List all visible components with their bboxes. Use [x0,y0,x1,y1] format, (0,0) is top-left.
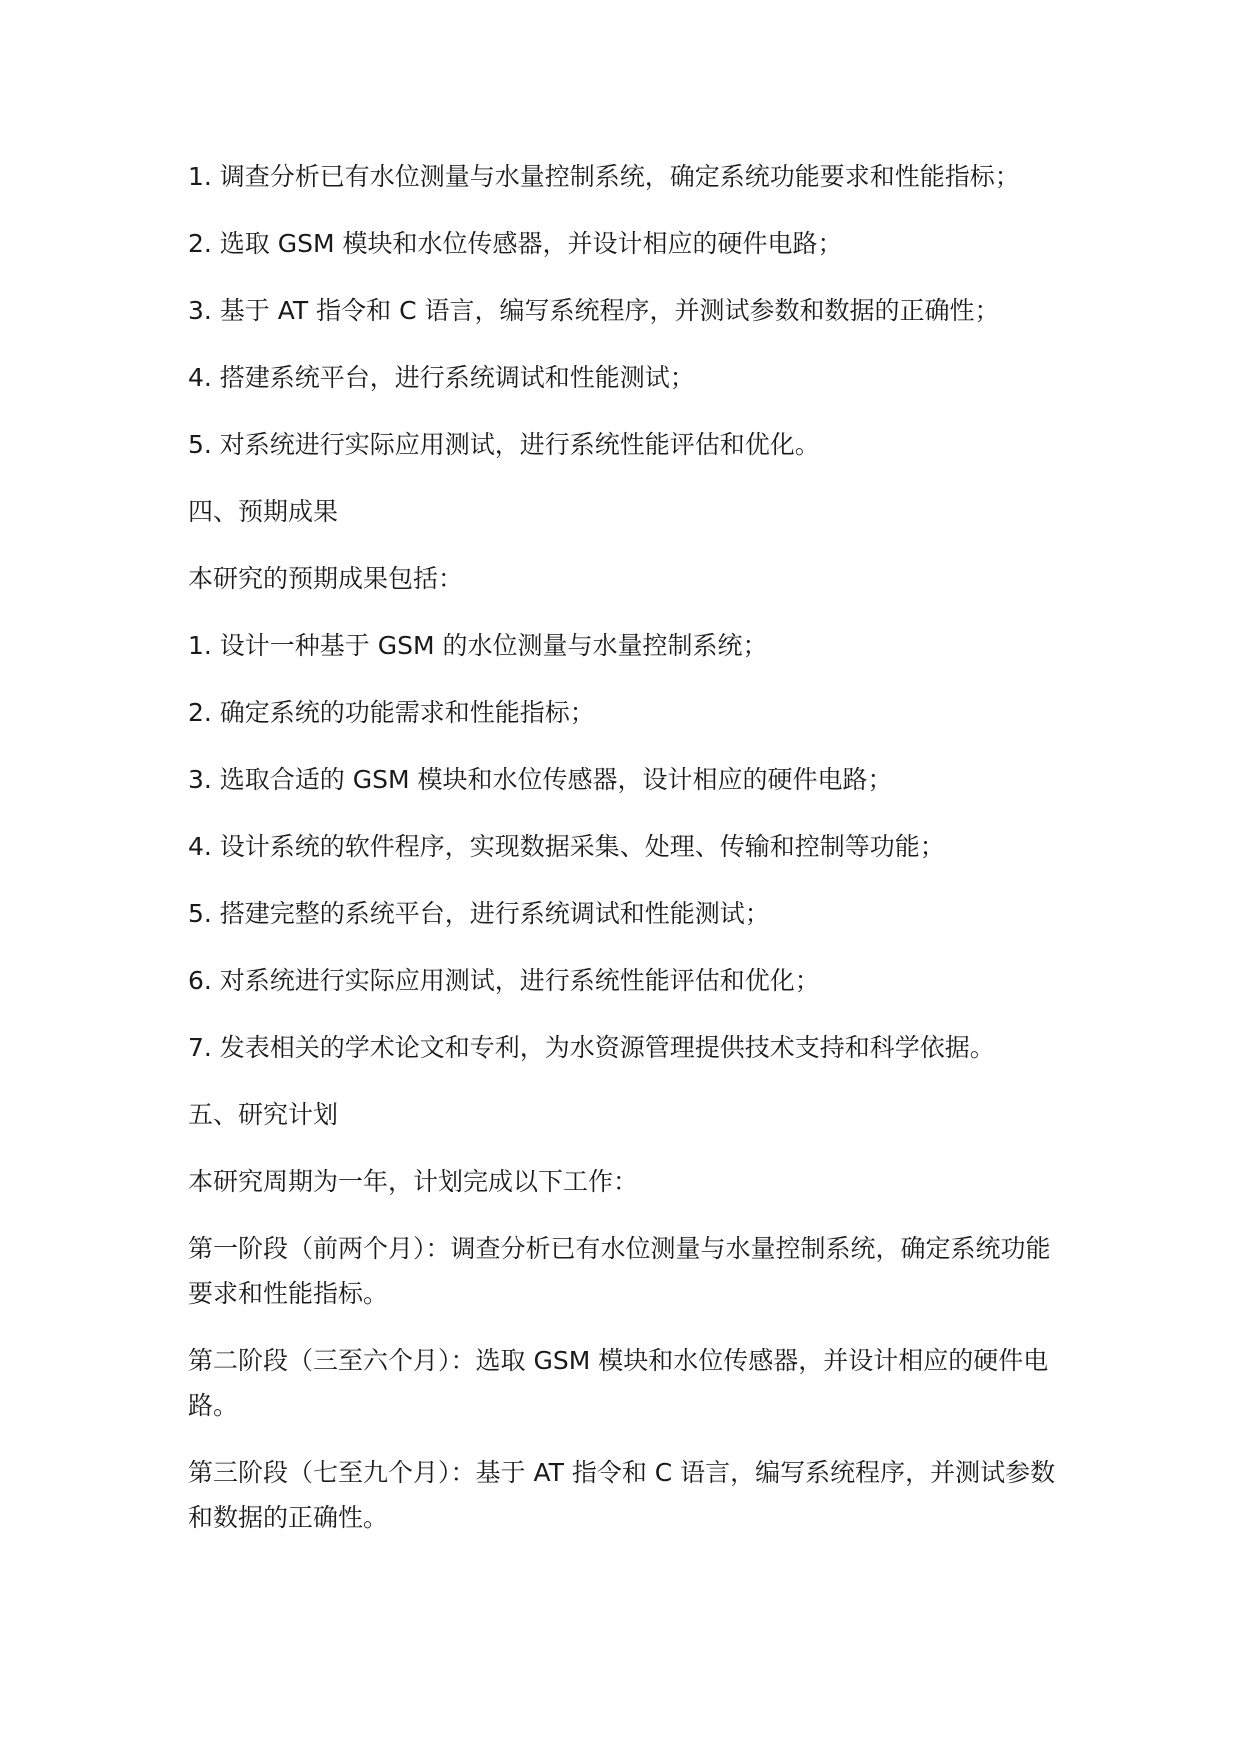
intro-expected-results: 本研究的预期成果包括： [188,564,464,593]
list-item-4: 4. 搭建系统平台，进行系统调试和性能测试； [188,363,695,392]
result-item-1: 1. 设计一种基于 GSM 的水位测量与水量控制系统； [188,631,768,660]
list-item-1: 1. 调查分析已有水位测量与水量控制系统，确定系统功能要求和性能指标； [188,162,1020,191]
plan-phase-3: 第三阶段（七至九个月）：基于 AT 指令和 C 语言，编写系统程序，并测试参数和数据的正确性。 [188,1458,1056,1532]
document-body [188,154,1098,1562]
plan-phase-2: 第二阶段（三至六个月）：选取 GSM 模块和水位传感器，并设计相应的硬件电路。 [188,1346,1049,1420]
plan-phase-1: 第一阶段（前两个月）：调查分析已有水位测量与水量控制系统，确定系统功能要求和性能指标。 [188,1234,1051,1308]
list-item-2: 2. 选取 GSM 模块和水位传感器，并设计相应的硬件电路； [188,229,843,258]
section-heading-research-plan: 五、研究计划 [188,1100,339,1129]
intro-research-plan: 本研究周期为一年，计划完成以下工作： [188,1167,639,1196]
result-item-3: 3. 选取合适的 GSM 模块和水位传感器，设计相应的硬件电路； [188,765,893,794]
result-item-2: 2. 确定系统的功能需求和性能指标； [188,698,595,727]
list-item-3: 3. 基于 AT 指令和 C 语言，编写系统程序，并测试参数和数据的正确性； [188,296,1000,325]
result-item-4: 4. 设计系统的软件程序，实现数据采集、处理、传输和控制等功能； [188,832,945,861]
result-item-7: 7. 发表相关的学术论文和专利，为水资源管理提供技术支持和科学依据。 [188,1033,995,1062]
result-item-6: 6. 对系统进行实际应用测试，进行系统性能评估和优化； [188,966,820,995]
list-item-5: 5. 对系统进行实际应用测试，进行系统性能评估和优化。 [188,430,820,459]
section-heading-expected-results: 四、预期成果 [188,497,339,526]
result-item-5: 5. 搭建完整的系统平台，进行系统调试和性能测试； [188,899,770,928]
